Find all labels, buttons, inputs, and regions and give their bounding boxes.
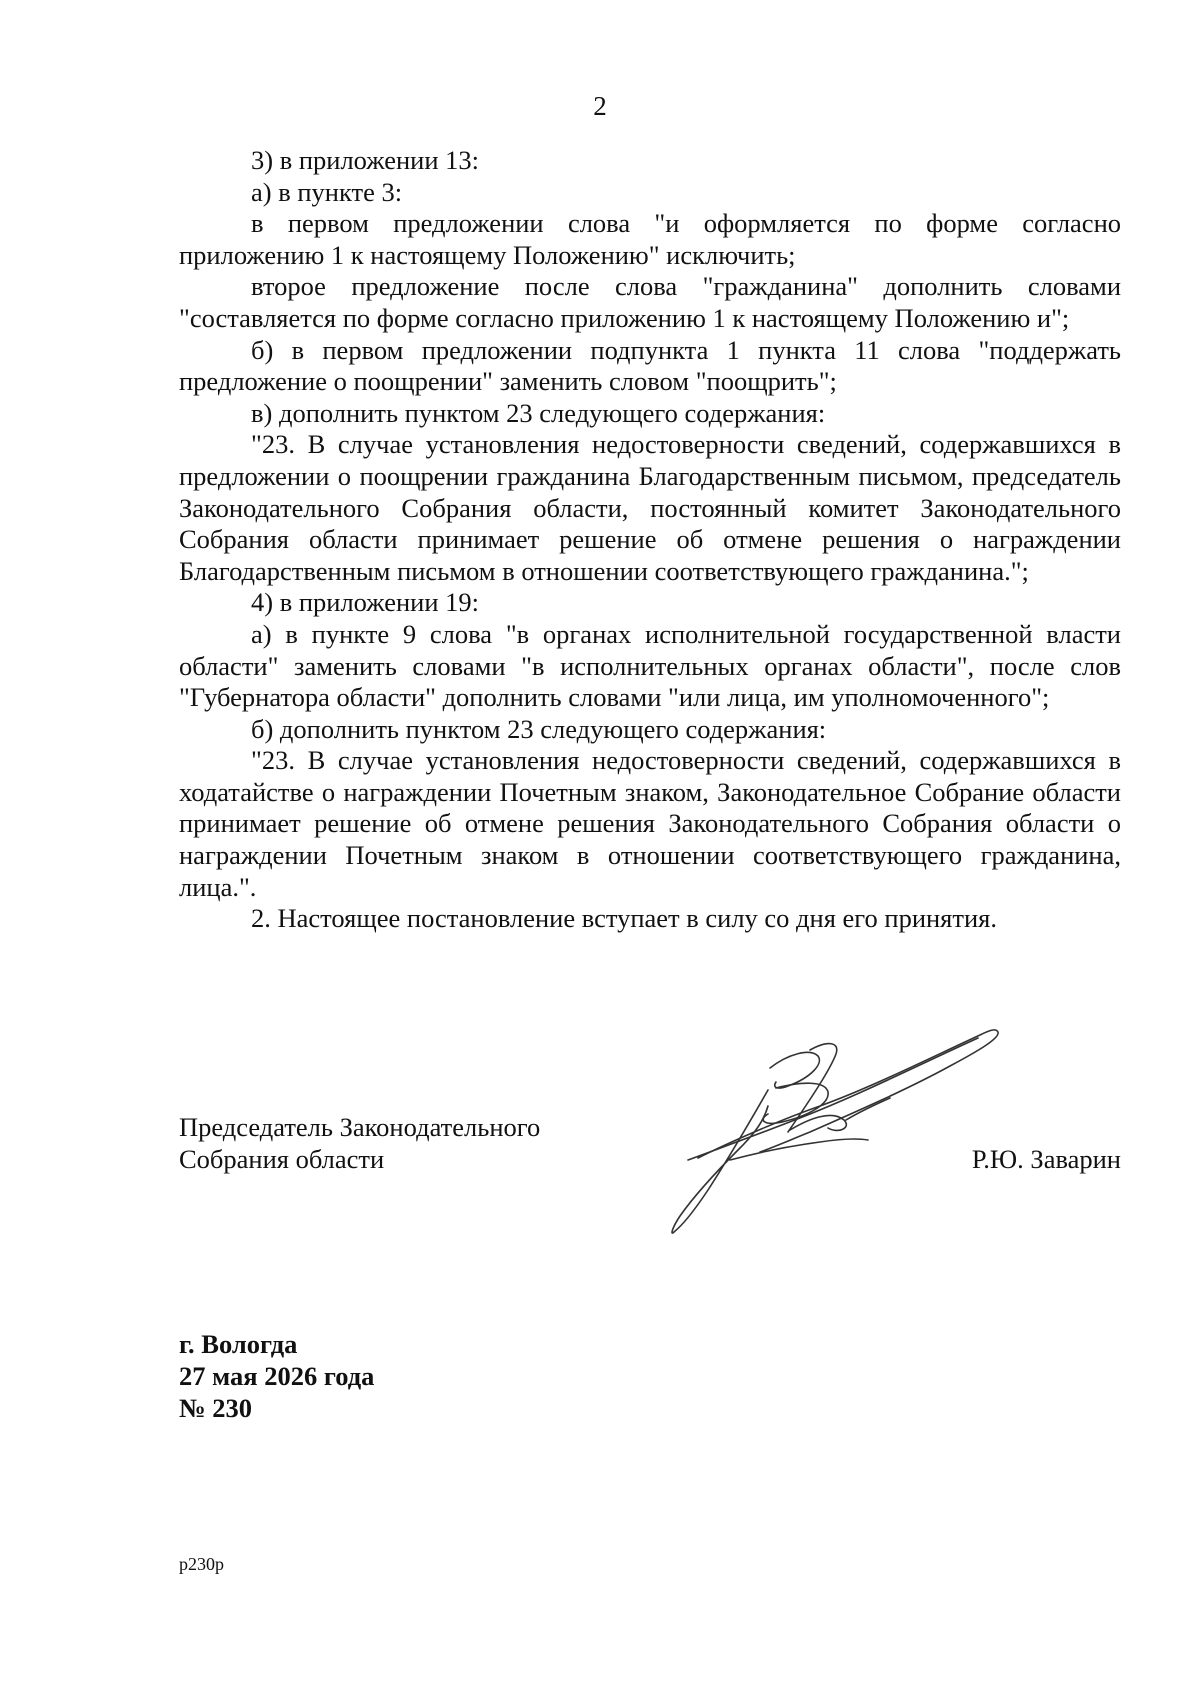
page-number: 2: [593, 91, 607, 121]
signer-position-line-1: Председатель Законодательного: [179, 1112, 541, 1142]
paragraph-item-v-point-23: в) дополнить пунктом 23 следующего содержания:: [251, 397, 826, 428]
signer-name: Р.Ю. Заварин: [971, 1144, 1121, 1174]
paragraph-item-b-point-11: б) в первом предложении подпункта 1 пункта 11 слова "поддержать предложение о поощрении" заменить словом "поощрить";: [179, 334, 1121, 397]
paragraph-first-sentence: в первом предложении слова "и оформляется по форме согласно приложению 1 к настоящему Положению" исключить;: [179, 208, 1121, 270]
document-number: № 230: [179, 1393, 253, 1423]
paragraph-effective-date: 2. Настоящее постановление вступает в силу со дня его принятия.: [251, 903, 997, 934]
place-date-block: [179, 1328, 374, 1424]
paragraph-appendix-19: 4) в приложении 19:: [251, 587, 480, 618]
city: г. Вологда: [179, 1329, 298, 1359]
paragraph-item-a-point-3: а) в пункте 3:: [251, 176, 403, 207]
paragraph-point-23-text-a13: "23. В случае установления недостоверности сведений, содержавшихся в предложении о поощрении гражданина Благодарственным письмом, председатель Законодательного Собрания области, постоянный комитет Законодательного Собрания области принимает решение об отмене решения о награждении Благодарственным письмом в отношении соответствующего гражданина.";: [179, 429, 1121, 586]
paragraph-item-b-point-23: б) дополнить пунктом 23 следующего содержания:: [251, 713, 827, 744]
signer-position: [179, 1112, 540, 1175]
document-body: [179, 145, 1121, 935]
paragraph-second-sentence: второе предложение после слова "гражданина" дополнить словами "составляется по форме согласно приложению 1 к настоящему Положению и";: [179, 271, 1121, 333]
signer-position-line-2: Собрания области: [179, 1143, 385, 1174]
document-code: p230p: [179, 1554, 224, 1574]
paragraph-point-23-text-a19: "23. В случае установления недостоверности сведений, содержавшихся в ходатайстве о награждении Почетным знаком, Законодательное Собрание области принимает решение об отмене решения Законодательного Собрания области о награждении Почетным знаком в отношении соответствующего гражданина, лица.".: [179, 745, 1121, 902]
paragraph-appendix-13: 3) в приложении 13:: [251, 145, 480, 175]
document-date: 27 мая 2026 года: [179, 1361, 375, 1391]
paragraph-item-a-point-9: а) в пункте 9 слова "в органах исполнительной государственной власти области" заменить словами "в исполнительных органах области", после слов "Губернатора области" дополнить словами "или лица, им уполномоченного";: [179, 618, 1121, 713]
